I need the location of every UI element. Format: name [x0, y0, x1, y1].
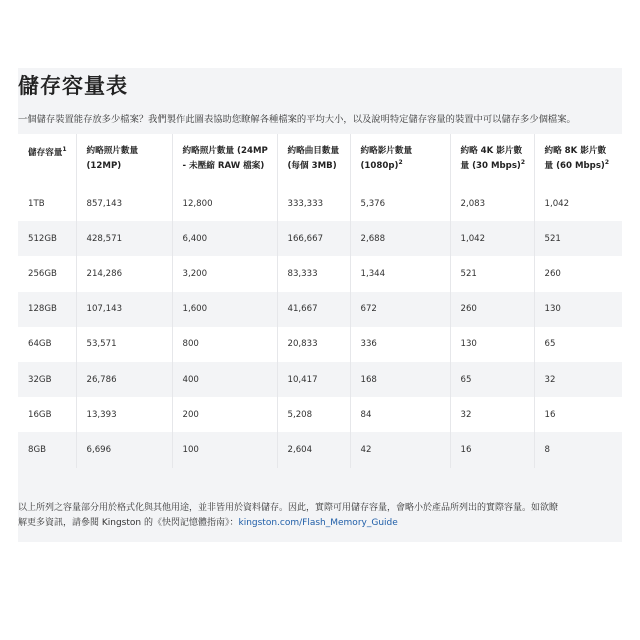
cell-photos-12mp: 428,571: [76, 221, 172, 256]
cell-video-1080p: 42: [350, 432, 450, 467]
header-video-1080p: 約略影片數量 $(1080p)^2$: [350, 134, 450, 186]
footnote-prefix: 解更多資訊，請參閱 Kingston 的《快閃記憶體指南》：: [18, 517, 239, 528]
cell-video-1080p: 2,688: [350, 221, 450, 256]
footnote-line-1: 以上所列之容量部分用於格式化與其他用途，並非皆用於資料儲存。因此，實際可用儲存容量，會略小於產品所列出的實際容量。如欲瞭: [18, 503, 559, 513]
cell-capacity: 8GB: [18, 432, 76, 467]
cell-capacity: 1TB: [18, 186, 76, 221]
cell-capacity: 16GB: [18, 397, 76, 432]
cell-tracks: 2,604: [277, 432, 350, 467]
cell-video-4k: 65: [450, 362, 534, 397]
table-row: [18, 397, 622, 432]
table-header-row: [18, 134, 622, 186]
header-tracks: 約略曲目數量 (每個 3MB): [277, 134, 350, 186]
cell-video-1080p: 5,376: [350, 186, 450, 221]
cell-capacity: 128GB: [18, 292, 76, 327]
cell-video-1080p: 168: [350, 362, 450, 397]
page-title: 儲存容量表: [18, 74, 128, 98]
cell-photos-12mp: 857,143: [76, 186, 172, 221]
table-row: [18, 327, 622, 362]
cell-video-1080p: 84: [350, 397, 450, 432]
cell-capacity: 512GB: [18, 221, 76, 256]
table-row: [18, 186, 622, 221]
cell-tracks: 333,333: [277, 186, 350, 221]
cell-video-1080p: 1,344: [350, 256, 450, 291]
cell-photos-12mp: 13,393: [76, 397, 172, 432]
flash-memory-guide-link[interactable]: kingston.com/Flash_Memory_Guide: [238, 517, 398, 528]
table-row: [18, 362, 622, 397]
cell-video-4k: 16: [450, 432, 534, 467]
cell-photos-12mp: 6,696: [76, 432, 172, 467]
cell-photos-24mp-raw: 12,800: [172, 186, 277, 221]
footnote-line-2: [18, 516, 628, 531]
cell-video-1080p: 336: [350, 327, 450, 362]
cell-video-8k: 65: [534, 327, 622, 362]
cell-tracks: 83,333: [277, 256, 350, 291]
cell-photos-24mp-raw: 3,200: [172, 256, 277, 291]
cell-tracks: 166,667: [277, 221, 350, 256]
cell-photos-24mp-raw: 6,400: [172, 221, 277, 256]
cell-video-4k: 521: [450, 256, 534, 291]
table-row: [18, 432, 622, 467]
table-row: [18, 256, 622, 291]
cell-video-4k: 2,083: [450, 186, 534, 221]
table-row: [18, 221, 622, 256]
header-photos-24mp-raw: 約略照片數量 (24MP - 未壓縮 RAW 檔案): [172, 134, 277, 186]
cell-photos-24mp-raw: 200: [172, 397, 277, 432]
cell-video-4k: 130: [450, 327, 534, 362]
cell-photos-12mp: 107,143: [76, 292, 172, 327]
cell-capacity: 64GB: [18, 327, 76, 362]
cell-photos-24mp-raw: 100: [172, 432, 277, 467]
table-row: [18, 292, 622, 327]
cell-video-8k: 521: [534, 221, 622, 256]
cell-photos-12mp: 53,571: [76, 327, 172, 362]
header-video-4k: 約略 4K 影片數量 (30 Mbps)$^2$: [450, 134, 534, 186]
cell-tracks: 20,833: [277, 327, 350, 362]
header-capacity: 儲存容量$^1$: [18, 134, 76, 186]
cell-video-8k: 32: [534, 362, 622, 397]
cell-tracks: 41,667: [277, 292, 350, 327]
cell-video-1080p: 672: [350, 292, 450, 327]
cell-photos-12mp: 214,286: [76, 256, 172, 291]
cell-capacity: 32GB: [18, 362, 76, 397]
cell-video-8k: 16: [534, 397, 622, 432]
header-video-8k: 約略 8K 影片數量 (60 Mbps)$^2$: [534, 134, 622, 186]
cell-video-8k: 1,042: [534, 186, 622, 221]
intro-text: 一個儲存裝置能存放多少檔案？我們製作此圖表協助您瞭解各種檔案的平均大小，以及說明特定儲存容量的裝置中可以儲存多少個檔案。: [18, 114, 576, 125]
cell-photos-24mp-raw: 400: [172, 362, 277, 397]
capacity-table: [18, 134, 622, 468]
cell-video-4k: 32: [450, 397, 534, 432]
cell-video-8k: 260: [534, 256, 622, 291]
cell-capacity: 256GB: [18, 256, 76, 291]
cell-photos-24mp-raw: 1,600: [172, 292, 277, 327]
cell-video-8k: 130: [534, 292, 622, 327]
cell-video-8k: 8: [534, 432, 622, 467]
cell-photos-12mp: 26,786: [76, 362, 172, 397]
header-photos-12mp: 約略照片數量 (12MP): [76, 134, 172, 186]
cell-tracks: 10,417: [277, 362, 350, 397]
cell-video-4k: 1,042: [450, 221, 534, 256]
cell-photos-24mp-raw: 800: [172, 327, 277, 362]
cell-tracks: 5,208: [277, 397, 350, 432]
footnote: [18, 501, 628, 531]
cell-video-4k: 260: [450, 292, 534, 327]
